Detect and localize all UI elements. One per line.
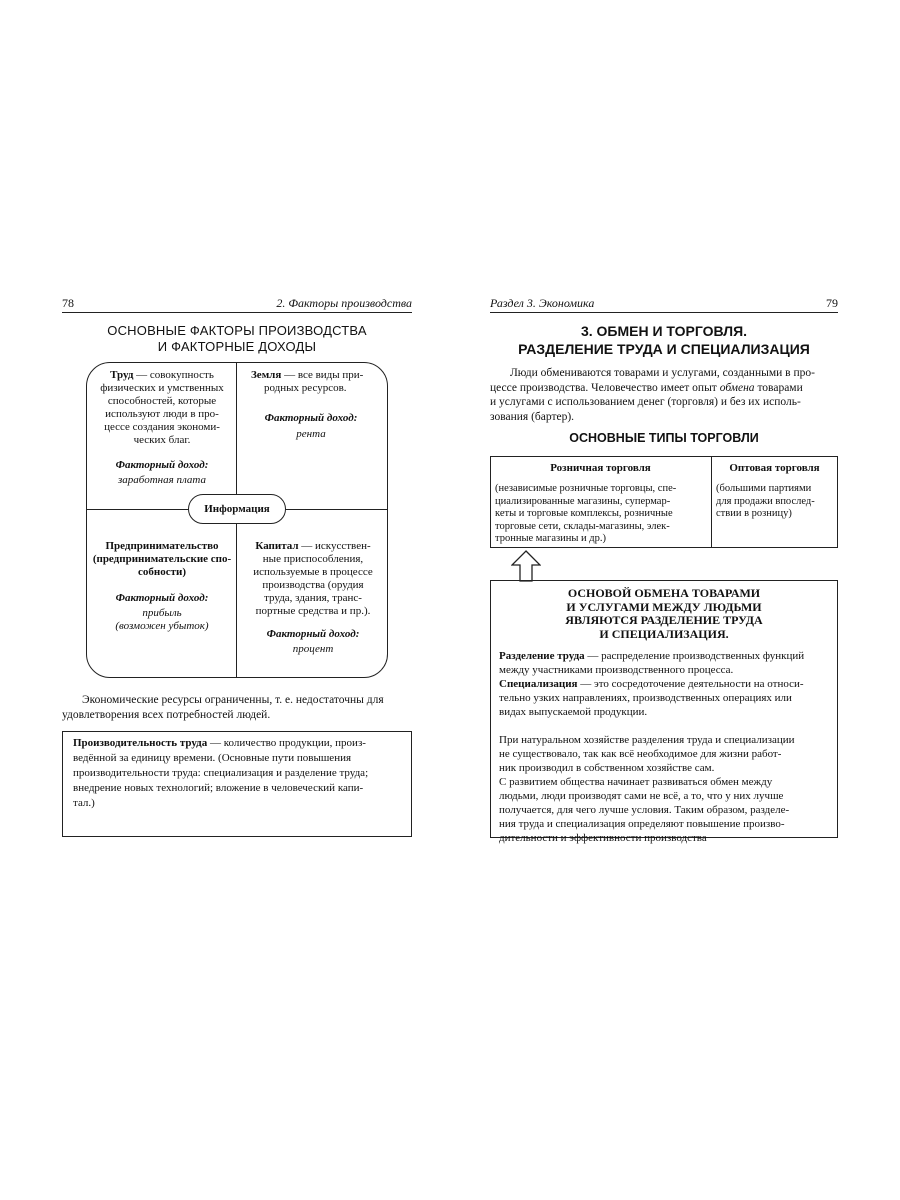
left-page-title: ОСНОВНЫЕ ФАКТОРЫ ПРОИЗВОДСТВА И ФАКТОРНЫЕ ДОХОДЫ [107, 323, 367, 354]
wholesale-description: (большими партиями для продажи впослед- ствии в розницу) [716, 483, 815, 519]
natural-economy-paragraph: При натуральном хозяйстве разделения труда и специализации не существовало, так как всё необходимое для жизни работ- ник производил в собственном хозяйстве сам. [499, 734, 795, 774]
labor-income: заработная плата [118, 474, 206, 486]
division-definition: Разделение труда — распределение производственных функций между участниками производственного процесса. [499, 650, 805, 676]
capital-income-label: Факторный доход: [266, 628, 360, 640]
factor-capital: Капитал — искусствен- ные приспособления, используемые в процессе производства (орудия труда, здания, транс- портные средства и пр.). [253, 540, 373, 617]
entrepreneurship-income: прибыль (возможен убыток) [115, 607, 209, 632]
left-page-number: 78 [62, 296, 74, 310]
factor-land: Земля — все виды при- родных ресурсов. [251, 369, 364, 394]
land-income: рента [296, 428, 326, 440]
resources-paragraph: Экономические ресурсы ограниченны, т. е. недостаточны для удовлетворения всех потребностей людей. [62, 694, 384, 721]
right-header-rule [490, 312, 838, 313]
exchange-intro: Люди обмениваются товарами и услугами, созданными в про- цессе производства. Человечество имеет опыт обмена товарами и услугами с использованием денег (торговля) и без их исполь- зования (бартер). [490, 367, 815, 423]
society-development-paragraph: С развитием общества начинает развиваться обмен между людьми, люди производят сами не всё, а то, что у них лучше получается, для чего лучше условия. Таким образом, разделе- ния труда и специализация определяют повышение произво- дительности и эффективности производства [499, 776, 790, 844]
up-arrow-icon [511, 550, 541, 582]
information-oval: Информация [188, 494, 286, 524]
right-page-number: 79 [826, 296, 838, 310]
right-page-title: 3. ОБМЕН И ТОРГОВЛЯ. РАЗДЕЛЕНИЕ ТРУДА И СПЕЦИАЛИЗАЦИЯ [518, 323, 810, 357]
labor-income-label: Факторный доход: [115, 459, 209, 471]
specialization-definition: Специализация — это сосредоточение деятельности на относи- тельно узких направлениях, производственных операциях или видах выпускаемой продукции. [499, 678, 804, 718]
land-income-label: Факторный доход: [264, 412, 358, 424]
wholesale-header: Оптовая торговля [729, 462, 820, 474]
trade-types-title: ОСНОВНЫЕ ТИПЫ ТОРГОВЛИ [569, 431, 759, 445]
right-running-head: Раздел 3. Экономика [490, 296, 595, 310]
specialization-box-title: ОСНОВОЙ ОБМЕНА ТОВАРАМИ И УСЛУГАМИ МЕЖДУ ЛЮДЬМИ ЯВЛЯЮТСЯ РАЗДЕЛЕНИЕ ТРУДА И СПЕЦИАЛИЗАЦИЯ. [565, 586, 763, 641]
retail-description: (независимые розничные торговцы, спе- циализированные магазины, супермар- кеты и торговые комплексы, розничные торговые сети, склады-магазины, элек- тронные магазины и др.) [495, 483, 677, 544]
specialization-box [490, 580, 838, 844]
left-running-head: 2. Факторы производства [276, 296, 412, 310]
left-header-rule [62, 312, 412, 313]
capital-income: процент [292, 643, 334, 655]
factor-labor: Труд — совокупность физических и умственных способностей, которые используют люди в про- цессе создания экономи- ческих благ. [100, 369, 224, 446]
factor-entrepreneurship: Предпринимательство (предпринимательские спо- собности) [92, 540, 232, 578]
entrepreneurship-income-label: Факторный доход: [115, 592, 209, 604]
productivity-definition-box: Производительность труда — количество продукции, произ- ведённой за единицу времени. (Основные пути повышения производительности труда: специализация и разделение труда; внедрение новых технологий; вложение в человеческий капи- тал.) [62, 731, 412, 837]
retail-header: Розничная торговля [550, 462, 651, 474]
